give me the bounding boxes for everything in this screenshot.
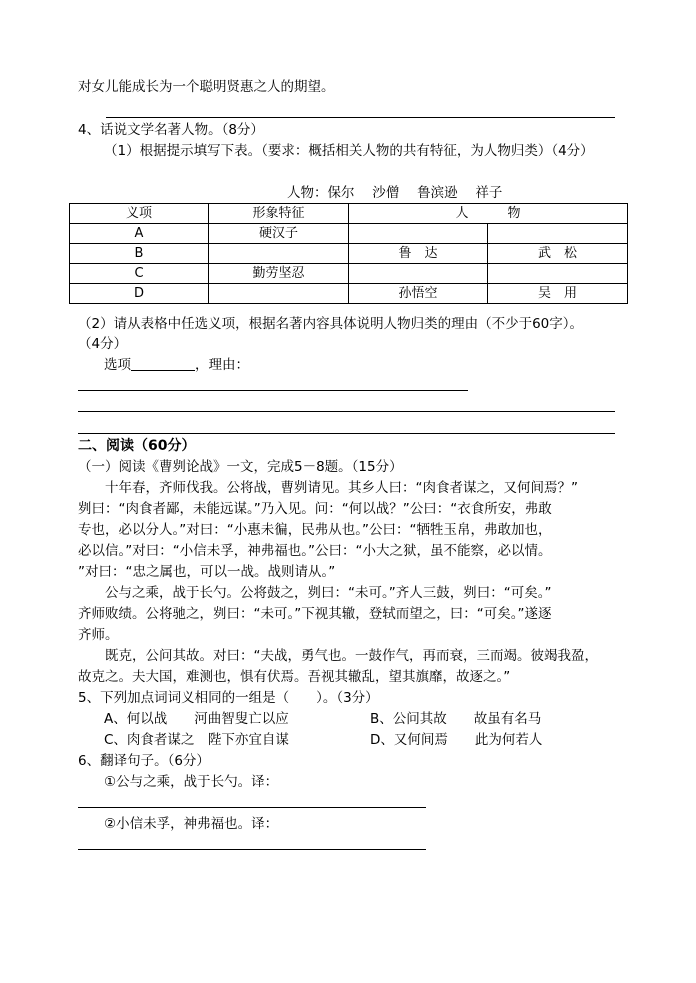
row-trait[interactable] [209, 244, 349, 264]
answer-line [78, 390, 468, 391]
answer-line [78, 433, 615, 434]
q4-sub2-line1: （2）请从表格中任选义项，根据名著内容具体说明人物归类的理由（不少于60字）。 [78, 316, 584, 332]
header-people: 人 物 [349, 204, 628, 224]
row-item: B [70, 244, 209, 264]
passage-line: 必以信。”对曰：“小信未孚，神弗福也。”公曰：“小大之狱，虽不能察，必以情。 [78, 543, 552, 559]
header-trait: 形象特征 [209, 204, 349, 224]
q5-option-c[interactable]: C、肉食者谋之 陛下亦宜自谋 [104, 732, 289, 748]
table-row [70, 244, 628, 264]
table-row [70, 284, 628, 304]
row-trait[interactable]: 硬汉子 [209, 224, 349, 244]
passage-line: 十年春，齐师伐我。公将战，曹刿请见。其乡人曰：“肉食者谋之，又何间焉？” [78, 480, 578, 496]
passage-line: 故克之。夫大国，难测也，惧有伏焉。吾视其辙乱，望其旗靡，故逐之。” [78, 669, 511, 685]
option-blank[interactable] [131, 356, 195, 371]
q5-option-b[interactable]: B、公问其故 故虽有名马 [370, 711, 542, 727]
row-trait: 勤劳坚忍 [209, 264, 349, 284]
q5-option-d[interactable]: D、又何间焉 此为何若人 [370, 732, 543, 748]
row-item: D [70, 284, 209, 304]
q6-sentence-2: ②小信未孚，神弗福也。译： [104, 816, 279, 832]
passage-line: 专也，必以分人。”对曰：“小惠未徧，民弗从也。”公曰：“牺牲玉帛，弗敢加也， [78, 522, 552, 538]
passage-line: ”对曰：“忠之属也，可以一战。战则请从。” [78, 564, 336, 580]
row-person-1: 孙悟空 [349, 284, 488, 304]
row-person-2: 武 松 [488, 244, 628, 264]
character-table [69, 203, 628, 304]
row-person-2: 吴 用 [488, 284, 628, 304]
row-person-1: 鲁 达 [349, 244, 488, 264]
passage-line: 齐师败绩。公将驰之，刿曰：“未可。”下视其辙，登轼而望之，曰：“可矣。”遂逐 [78, 606, 552, 622]
table-header-row [70, 204, 628, 224]
table-row [70, 224, 628, 244]
answer-line[interactable] [78, 807, 426, 808]
q4-title: 4、话说文学名著人物。（8分） [78, 122, 264, 138]
row-trait[interactable] [209, 284, 349, 304]
section2-title: 二、阅读（60分） [78, 438, 196, 454]
answer-line[interactable] [78, 849, 426, 850]
top-line-text: 对女儿能成长为一个聪明贤惠之人的期望。 [78, 79, 335, 95]
option-label: 选项 [104, 357, 131, 373]
passage-line: 既克，公问其故。对曰：“夫战，勇气也。一鼓作气，再而衰，三而竭。彼竭我盈， [78, 648, 598, 664]
row-person-1[interactable] [349, 224, 488, 244]
row-person-2[interactable] [488, 264, 628, 284]
part1-title: （一）阅读《曹刿论战》一文，完成5－8题。（15分） [78, 459, 403, 475]
q5-option-a[interactable]: A、何以战 河曲智叟亡以应 [104, 711, 289, 727]
table-row [70, 264, 628, 284]
passage-line: 公与之乘，战于长勺。公将鼓之，刿曰：“未可。”齐人三鼓，刿曰：“可矣。” [78, 585, 552, 601]
q4-people-line: 人物：保尔 沙僧 鲁滨逊 祥子 [287, 185, 503, 201]
reason-label: ，理由： [195, 357, 249, 373]
q6-title: 6、翻译句子。（6分） [78, 753, 210, 769]
header-item: 义项 [70, 204, 209, 224]
q4-sub1: （1）根据提示填写下表。（要求：概括相关人物的共有特征，为人物归类）（4分） [104, 143, 594, 159]
row-person-2[interactable] [488, 224, 628, 244]
row-item: C [70, 264, 209, 284]
q5-title: 5、下列加点词词义相同的一组是（ ）。（3分） [78, 690, 379, 706]
row-item: A [70, 224, 209, 244]
row-person-1[interactable] [349, 264, 488, 284]
q6-sentence-1: ①公与之乘，战于长勺。译： [104, 774, 279, 790]
q4-sub2-line2: （4分） [78, 336, 128, 352]
passage-line: 刿曰：“肉食者鄙，未能远谋。”乃入见。问：“何以战？”公曰：“衣食所安，弗敢 [78, 501, 552, 517]
passage-line: 齐师。 [78, 627, 119, 643]
answer-line [78, 411, 615, 412]
answer-line [106, 117, 615, 118]
option-reason-row [104, 356, 249, 374]
